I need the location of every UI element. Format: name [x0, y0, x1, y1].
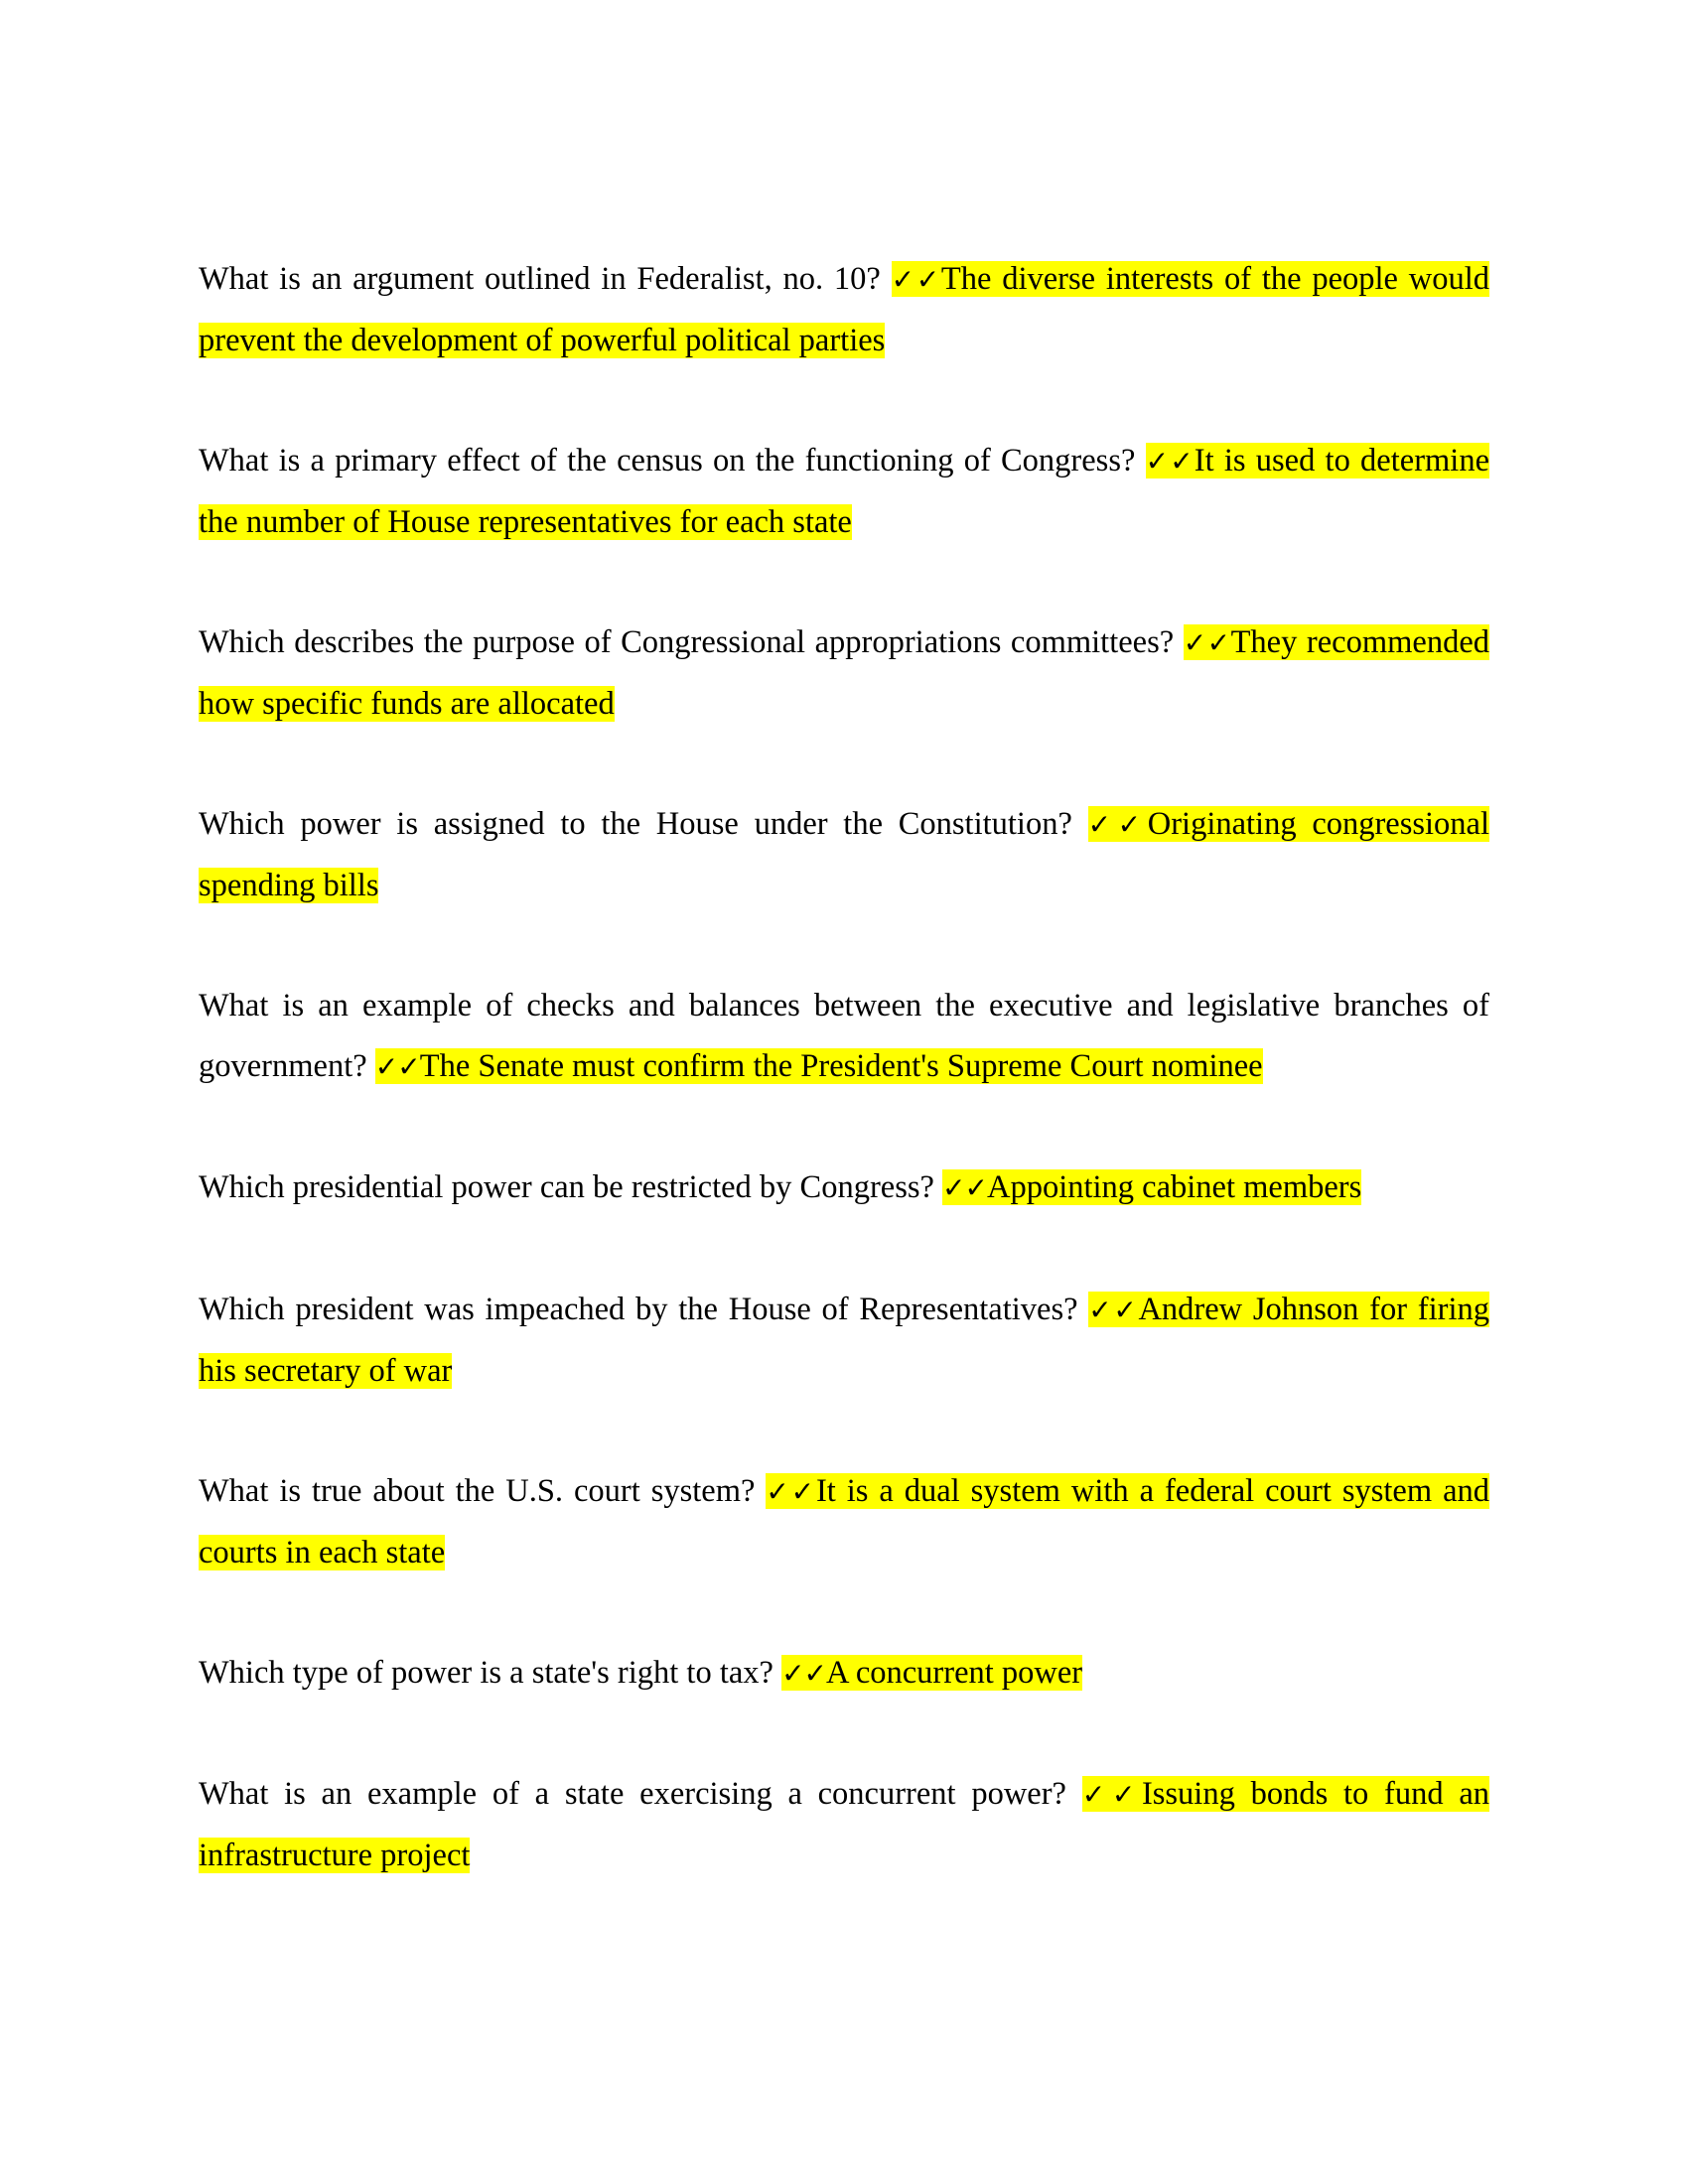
double-check-icon: ✓✓ [1145, 445, 1195, 478]
question-text: What is an example of a state exercising a concurrent power? [199, 1776, 1066, 1813]
question-text: Which type of power is a state's right to tax? [199, 1655, 774, 1692]
qa-item [199, 431, 1489, 552]
answer-highlight [375, 1048, 1263, 1084]
question-text: What is an example of checks and balances between the executive and legislative branches of government? [199, 988, 1489, 1085]
double-check-icon: ✓✓ [942, 1171, 987, 1205]
qa-item [199, 1764, 1489, 1885]
double-check-icon: ✓✓ [781, 1657, 827, 1691]
answer-highlight [942, 1169, 1361, 1205]
qa-item [199, 976, 1489, 1097]
question-text: What is an argument outlined in Federalist, no. 10? [199, 261, 881, 297]
qa-item [199, 1158, 1489, 1219]
answer-text: The diverse interests of the people would prevent the development of powerful political parties [199, 261, 1490, 358]
answer-text: Issuing bonds to fund an infrastructure project [199, 1776, 1490, 1874]
double-check-icon: ✓✓ [374, 1050, 420, 1084]
question-text: Which describes the purpose of Congressional appropriations committees? [199, 624, 1175, 661]
answer-text: A concurrent power [826, 1655, 1083, 1692]
question-text: Which power is assigned to the House under the Constitution? [199, 806, 1072, 843]
qa-item [199, 613, 1489, 734]
question-text: What is true about the U.S. court system? [199, 1472, 756, 1509]
double-check-icon: ✓✓ [1088, 1293, 1139, 1326]
answer-text: It is a dual system with a federal court system and courts in each state [199, 1472, 1490, 1570]
qa-item [199, 1461, 1489, 1582]
qa-item [199, 1643, 1489, 1705]
question-text: What is a primary effect of the census on the functioning of Congress? [199, 443, 1136, 479]
answer-text: They recommended how specific funds are allocated [199, 624, 1490, 722]
answer-text: The Senate must confirm the President's Supreme Court nominee [419, 1048, 1263, 1085]
double-check-icon: ✓✓ [1183, 626, 1231, 660]
double-check-icon: ✓✓ [766, 1474, 816, 1508]
document-page [199, 249, 1489, 1947]
question-text: Which presidential power can be restricted by Congress? [199, 1169, 934, 1206]
answer-text: It is used to determine the number of House representatives for each state [199, 443, 1489, 540]
answer-text: Andrew Johnson for firing his secretary of war [199, 1291, 1490, 1389]
qa-item [199, 794, 1489, 915]
answer-text: Appointing cabinet members [986, 1169, 1362, 1206]
qa-item [199, 1280, 1489, 1401]
double-check-icon: ✓✓ [1087, 808, 1148, 842]
double-check-icon: ✓✓ [1081, 1778, 1142, 1812]
answer-text: Originating congressional spending bills [199, 806, 1490, 903]
question-text: Which president was impeached by the House of Representatives? [199, 1291, 1078, 1327]
double-check-icon: ✓✓ [891, 263, 941, 296]
answer-highlight [781, 1655, 1082, 1691]
qa-item [199, 249, 1489, 370]
